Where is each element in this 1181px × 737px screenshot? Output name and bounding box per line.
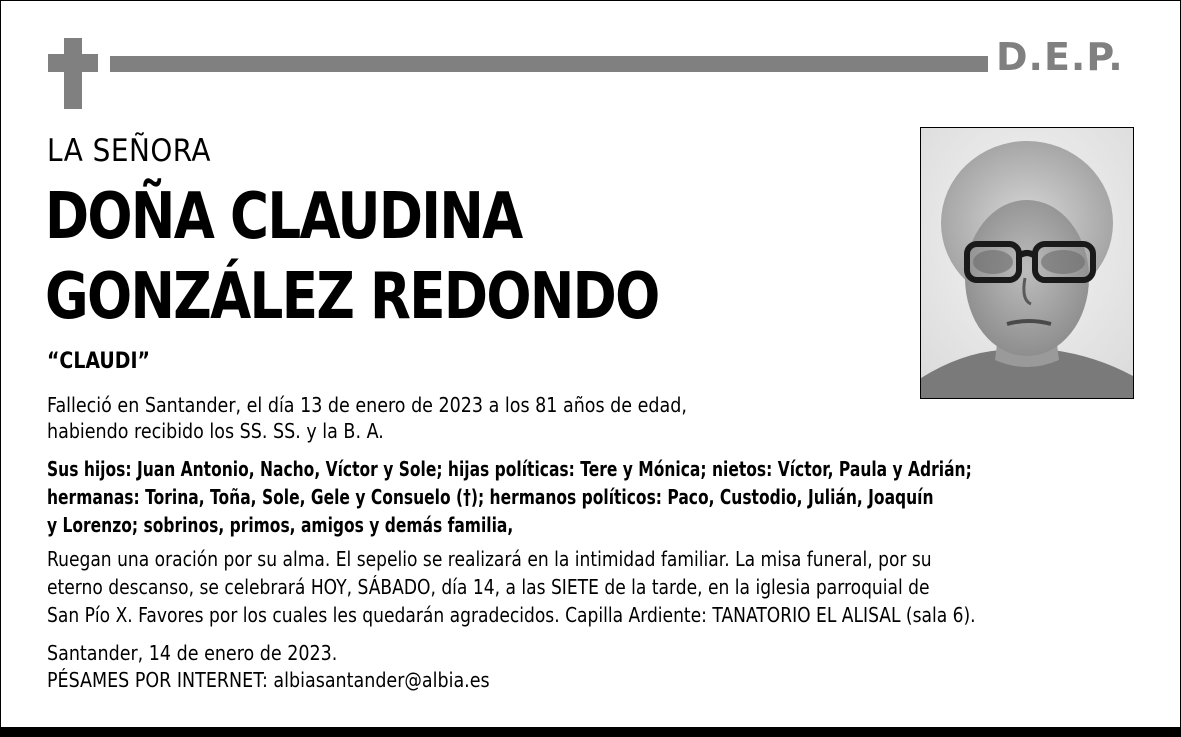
dep-mark: D.E.P. xyxy=(996,35,1124,79)
place-date: Santander, 14 de enero de 2023. xyxy=(47,641,338,665)
deceased-name-line-1: DOÑA CLAUDINA xyxy=(45,180,522,254)
condolences-line: PÉSAMES POR INTERNET: albiasantander@albia.es xyxy=(47,668,490,692)
deceased-name-line-2: GONZÁLEZ REDONDO xyxy=(45,260,659,334)
family-line-1: Sus hijos: Juan Antonio, Nacho, Víctor y Sole; hijas políticas: Tere y Mónica; nietos: Víctor, Paula y Adrián; xyxy=(47,457,972,481)
portrait-image xyxy=(921,128,1133,398)
bottom-rule xyxy=(0,727,1181,737)
cross-horizontal-bar xyxy=(48,54,98,72)
service-line-1: Ruegan una oración por su alma. El sepelio se realizará en la intimidad familiar. La misa funeral, por su xyxy=(47,547,932,571)
cross-vertical-bar xyxy=(64,38,82,109)
death-line-2: habiendo recibido los SS. SS. y la B. A. xyxy=(47,419,384,443)
service-line-3: San Pío X. Favores por los cuales les quedarán agradecidos. Capilla Ardiente: TANATORIO EL ALISAL (sala 6). xyxy=(47,603,976,627)
header-rule xyxy=(110,56,988,72)
deceased-nickname: “CLAUDI” xyxy=(47,349,150,374)
service-line-2: eterno descanso, se celebrará HOY, SÁBADO, día 14, a las SIETE de la tarde, en la iglesia parroquial de xyxy=(47,575,930,599)
family-line-2: hermanas: Torina, Toña, Sole, Gele y Consuelo (†); hermanos políticos: Paco, Custodio, Julián, Joaquín xyxy=(47,485,934,509)
title-prefix: LA SEÑORA xyxy=(47,133,211,169)
death-line-1: Falleció en Santander, el día 13 de enero de 2023 a los 81 años de edad, xyxy=(47,393,687,417)
family-line-3: y Lorenzo; sobrinos, primos, amigos y demás familia, xyxy=(47,513,514,537)
portrait-photo xyxy=(920,127,1134,399)
